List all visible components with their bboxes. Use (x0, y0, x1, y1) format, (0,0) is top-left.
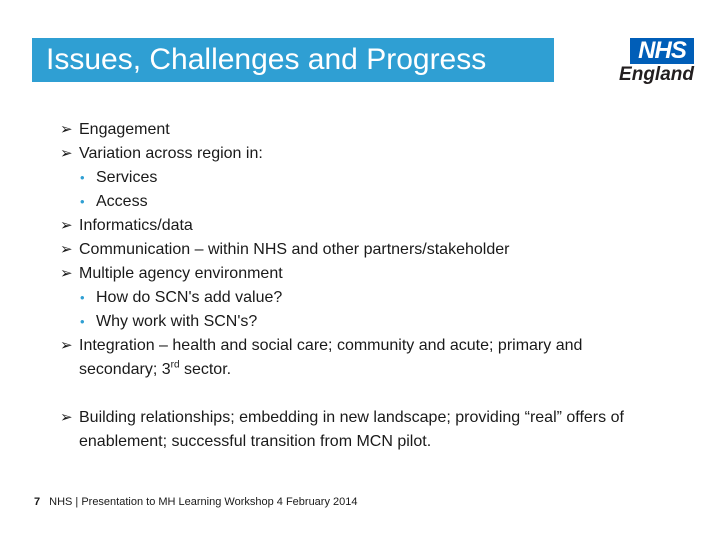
sub-bullet-access (60, 190, 700, 214)
bullet-variation (60, 142, 700, 166)
arrow-bullet-icon: ➢ (60, 265, 73, 282)
nhs-logo-text: NHS (638, 37, 686, 64)
dot-bullet-icon: • (80, 170, 85, 185)
page-number: 7 (34, 496, 41, 508)
slide-footer (34, 496, 358, 508)
bullet-building (60, 406, 700, 430)
dot-bullet-icon: • (80, 290, 85, 305)
sub-bullet-scn-value (60, 286, 700, 310)
arrow-bullet-icon: ➢ (60, 217, 73, 234)
sub-bullet-text: Services (96, 169, 158, 186)
sub-bullet-text: Access (96, 193, 148, 210)
bullet-text: Integration – health and social care; community and acute; primary and (79, 337, 583, 354)
sub-bullet-text: How do SCN's add value? (96, 289, 283, 306)
bullet-text: enablement; successful transition from MCN pilot. (79, 433, 432, 450)
dot-bullet-icon: • (80, 194, 85, 209)
bullet-text: Variation across region in: (79, 145, 263, 162)
bullet-engagement (60, 118, 700, 142)
spacer (60, 382, 700, 406)
arrow-bullet-icon: ➢ (60, 145, 73, 162)
arrow-bullet-icon: ➢ (60, 241, 73, 258)
superscript-text: rd (170, 359, 180, 371)
england-logo-text: England (619, 64, 694, 85)
bullet-text: Multiple agency environment (79, 265, 283, 282)
sub-bullet-services (60, 166, 700, 190)
bullet-text: Informatics/data (79, 217, 193, 234)
bullet-multiagency (60, 262, 700, 286)
bullet-informatics (60, 214, 700, 238)
sub-bullet-text: Why work with SCN's? (96, 313, 258, 330)
dot-bullet-icon: • (80, 314, 85, 329)
bullet-text: secondary; 3 (79, 361, 171, 378)
slide-title: Issues, Challenges and Progress (46, 43, 487, 76)
bullet-integration (60, 334, 700, 358)
sub-bullet-scn-why (60, 310, 700, 334)
bullet-text: Engagement (79, 121, 170, 138)
bullet-text: sector. (179, 361, 232, 378)
bullet-communication (60, 238, 700, 262)
bullet-text: Communication – within NHS and other partners/stakeholder (79, 241, 510, 258)
arrow-bullet-icon: ➢ (60, 121, 73, 138)
footer-text: NHS | Presentation to MH Learning Workshop 4 February 2014 (49, 496, 358, 508)
arrow-bullet-icon: ➢ (60, 337, 73, 354)
bullet-integration-continued (60, 358, 700, 382)
arrow-bullet-icon: ➢ (60, 409, 73, 426)
slide-content (60, 118, 700, 454)
nhs-england-logo (612, 38, 694, 86)
bullet-building-continued (60, 430, 700, 454)
bullet-text: Building relationships; embedding in new landscape; providing “real” offers of (79, 409, 624, 426)
